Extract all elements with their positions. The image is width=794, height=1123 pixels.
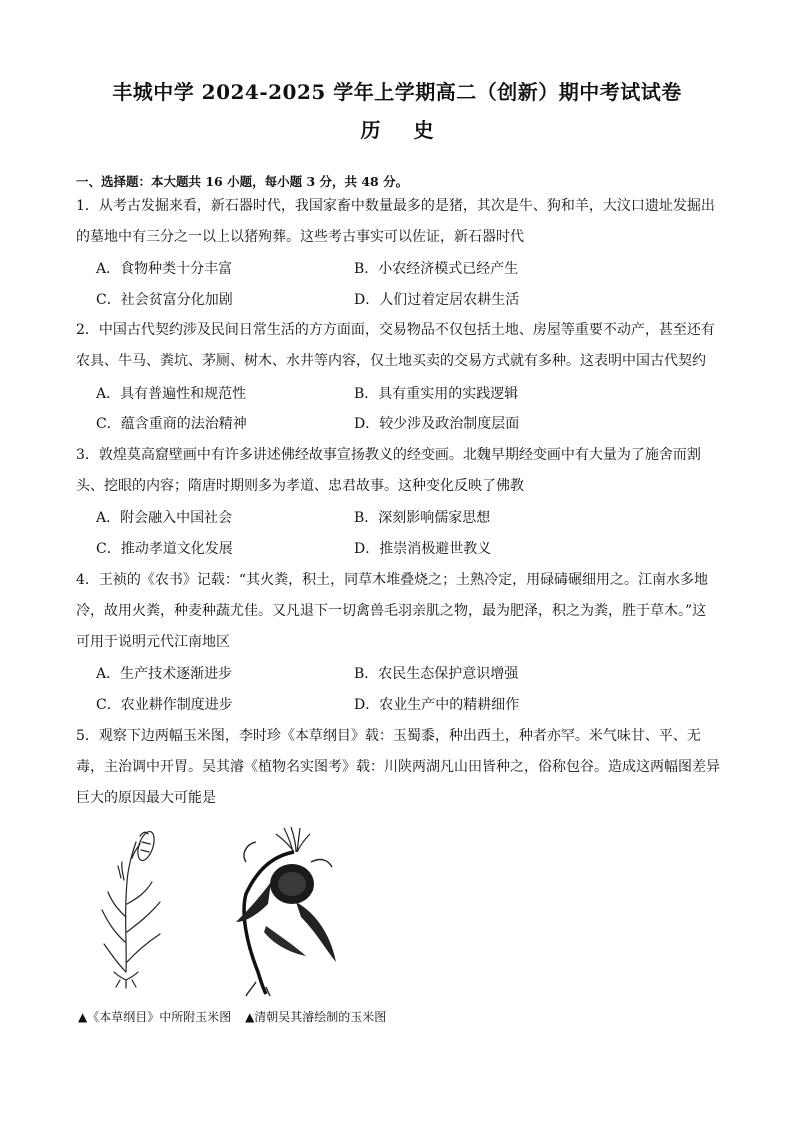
question-2-option-b[interactable]: B．具有重实用的实践逻辑	[354, 386, 519, 402]
question-3-option-d[interactable]: D．推崇消极避世教义	[354, 541, 492, 557]
exam-title: 丰城中学 2024-2025 学年上学期高二（创新）期中考试试卷	[112, 80, 682, 104]
question-2-stem: 2．中国古代契约涉及民间日常生活的方方面面，交易物品不仅包括土地、房屋等重要不动产，甚至还有农具、牛马、粪坑、茅厕、树木、水井等内容，仅土地买卖的交易方式就有多种。这表明中国古代契约	[76, 322, 715, 369]
question-4-option-d[interactable]: D．农业生产中的精耕细作	[354, 697, 520, 713]
question-1-option-d[interactable]: D．人们过着定居农耕生活	[354, 292, 520, 308]
bencao-corn-drawing	[102, 830, 160, 988]
question-3-stem: 3．敦煌莫高窟壁画中有许多讲述佛经故事宣扬教义的经变画。北魏早期经变画中有大量为了施舍而割头、挖眼的内容；隋唐时期则多为孝道、忠君故事。这种变化反映了佛教	[76, 447, 701, 494]
question-5-stem: 5．观察下边两幅玉米图，李时珍《本草纲目》载：玉蜀黍，种出西土，种者亦罕。米气味甘、平、无毒，主治调中开胃。吴其濬《植物名实图考》载：川陕两湖凡山田皆种之，俗称包谷。造成这两幅图差异巨大的原因最大可能是	[76, 728, 720, 806]
section-heading: 一、选择题：本大题共 16 小题，每小题 3 分，共 48 分。	[76, 174, 409, 189]
question-3-option-b[interactable]: B．深刻影响儒家思想	[354, 510, 491, 526]
qing-corn-drawing	[236, 827, 336, 996]
question-1-stem: 1．从考古发掘来看，新石器时代，我国家畜中数量最多的是猪，其次是牛、狗和羊，大汶口遗址发掘出的墓地中有三分之一以上以猪殉葬。这些考古事实可以佐证，新石器时代	[76, 198, 715, 245]
corn-illustrations	[96, 822, 366, 997]
question-1-option-a[interactable]: A．食物种类十分丰富	[96, 261, 233, 277]
subject-heading: 历 史	[360, 118, 434, 142]
question-3-option-c[interactable]: C．推动孝道文化发展	[96, 541, 233, 557]
question-2-option-c[interactable]: C．蕴含重商的法治精神	[96, 416, 247, 432]
question-1-option-c[interactable]: C．社会贫富分化加剧	[96, 292, 233, 308]
question-1-option-b[interactable]: B．小农经济模式已经产生	[354, 261, 519, 277]
question-4-option-b[interactable]: B．农民生态保护意识增强	[354, 666, 519, 682]
caption-left: ▲《本草纲目》中所附玉米图	[78, 1010, 232, 1024]
question-4-stem: 4．王祯的《农书》记载：“其火粪，积土，同草木堆叠烧之；土熟冷定，用碌碡碾细用之。江南水多地冷，故用火粪，种麦种蔬尤佳。又凡退下一切禽兽毛羽亲肌之物，最为肥泽，积之为粪，胜于草木。”这可用于说明元代江南地区	[76, 572, 709, 650]
question-2-option-a[interactable]: A．具有普遍性和规范性	[96, 386, 247, 402]
question-2-option-d[interactable]: D．较少涉及政治制度层面	[354, 416, 520, 432]
question-4-option-a[interactable]: A．生产技术逐渐进步	[96, 666, 233, 682]
caption-right: ▲清朝吴其濬绘制的玉米图	[245, 1010, 387, 1024]
question-3-option-a[interactable]: A．附会融入中国社会	[96, 510, 233, 526]
question-4-option-c[interactable]: C．农业耕作制度进步	[96, 697, 233, 713]
figure-captions	[78, 1008, 386, 1025]
